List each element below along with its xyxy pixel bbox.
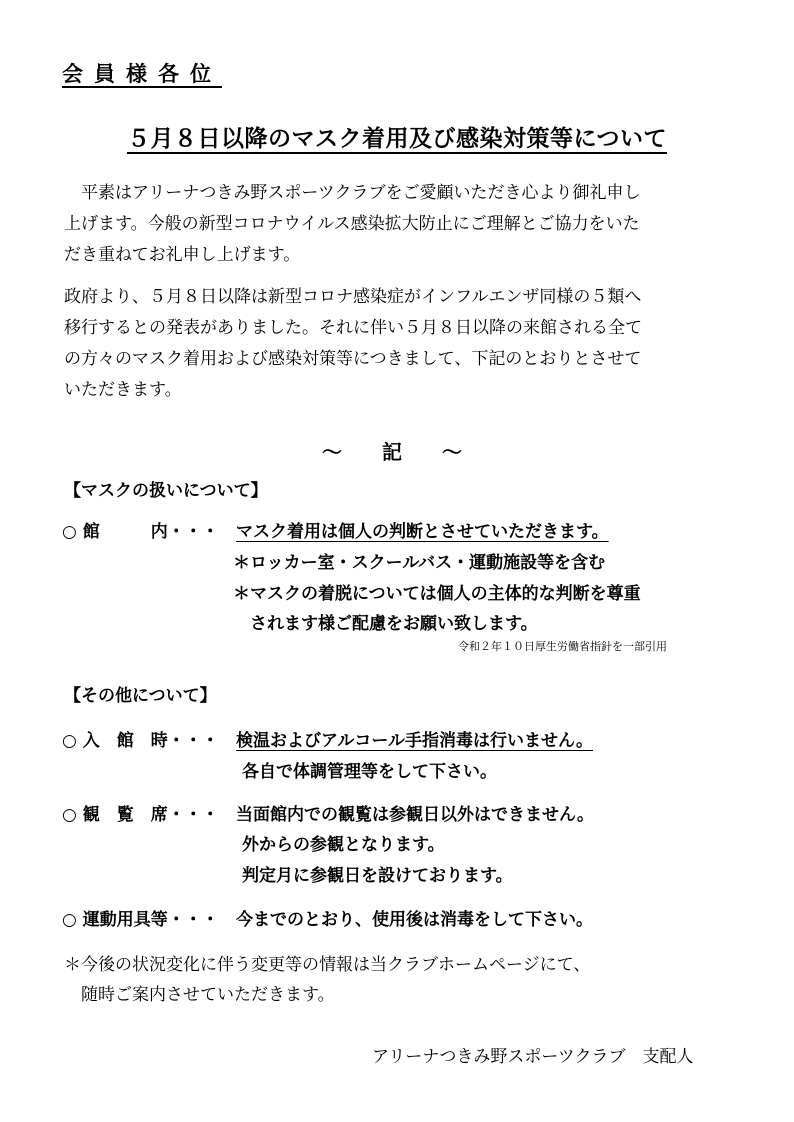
signature: アリーナつきみ野スポーツクラブ 支配人 bbox=[372, 1047, 694, 1067]
equipment-item-label: ○ 運動用具等・・・ bbox=[62, 910, 219, 930]
document-title-text: ５月８日以降のマスク着用及び感染対策等について bbox=[126, 126, 668, 152]
entry-sub-text: 各自で体調管理等をして下さい。 bbox=[242, 762, 497, 782]
viewing-sub-text: 判定月に参観日を設けております。 bbox=[242, 866, 513, 886]
other-section-heading: 【その他について】 bbox=[64, 686, 217, 706]
viewing-sub-text: 外からの参観となります。 bbox=[242, 835, 445, 855]
policy-line: 移行するとの発表がありました。それに伴い５月８日以降の来館される全て bbox=[64, 318, 642, 338]
intro-line: だき重ねてお礼申し上げます。 bbox=[64, 245, 301, 265]
closing-line: 随時ご案内させていただきます。 bbox=[64, 985, 335, 1005]
mask-note: されます様ご配慮をお願い致します。 bbox=[233, 614, 538, 634]
policy-line: いただきます。 bbox=[64, 380, 182, 400]
entry-item-label: ○ 入 館 時・・・ bbox=[62, 731, 219, 751]
intro-paragraph bbox=[64, 178, 724, 271]
source-note: 令和２年１０日厚生労働省指針を一部引用 bbox=[458, 640, 667, 653]
mask-item-label: ○ 館 内・・・ bbox=[62, 522, 219, 542]
mask-main-text: マスク着用は個人の判断とさせていただきます。 bbox=[236, 522, 609, 542]
document-title bbox=[0, 120, 794, 153]
closing-note bbox=[64, 950, 590, 1010]
equipment-main-text: 今までのとおり、使用後は消毒をして下さい。 bbox=[236, 910, 593, 930]
policy-paragraph bbox=[64, 282, 724, 406]
entry-main-text: 検温およびアルコール手指消毒は行いません。 bbox=[236, 731, 593, 751]
mask-section-heading: 【マスクの扱いについて】 bbox=[64, 481, 268, 501]
closing-line: ＊今後の状況変化に伴う変更等の情報は当クラブホームページにて、 bbox=[64, 955, 591, 975]
mask-note: ＊ロッカー室・スクールバス・運動施設等を含む bbox=[233, 553, 606, 573]
addressee: 会員様各位 bbox=[62, 62, 222, 86]
viewing-item-label: ○ 観 覧 席・・・ bbox=[62, 805, 219, 825]
intro-line: 上げます。今般の新型コロナウイルス感染拡大防止にご理解とご協力をいた bbox=[64, 214, 640, 234]
policy-line: 政府より、５月８日以降は新型コロナ感染症がインフルエンザ同様の５類へ bbox=[64, 287, 642, 307]
mask-note: ＊マスクの着脱については個人の主体的な判断を尊重 bbox=[233, 584, 641, 604]
policy-line: の方々のマスク着用および感染対策等につきまして、下記のとおりとさせて bbox=[64, 349, 642, 369]
ki-heading: ～ 記 ～ bbox=[322, 440, 472, 464]
intro-line: 平素はアリーナつきみ野スポーツクラブをご愛顧いただき心より御礼申し bbox=[64, 183, 641, 203]
viewing-main-text: 当面館内での観覧は参観日以外はできません。 bbox=[236, 805, 595, 825]
